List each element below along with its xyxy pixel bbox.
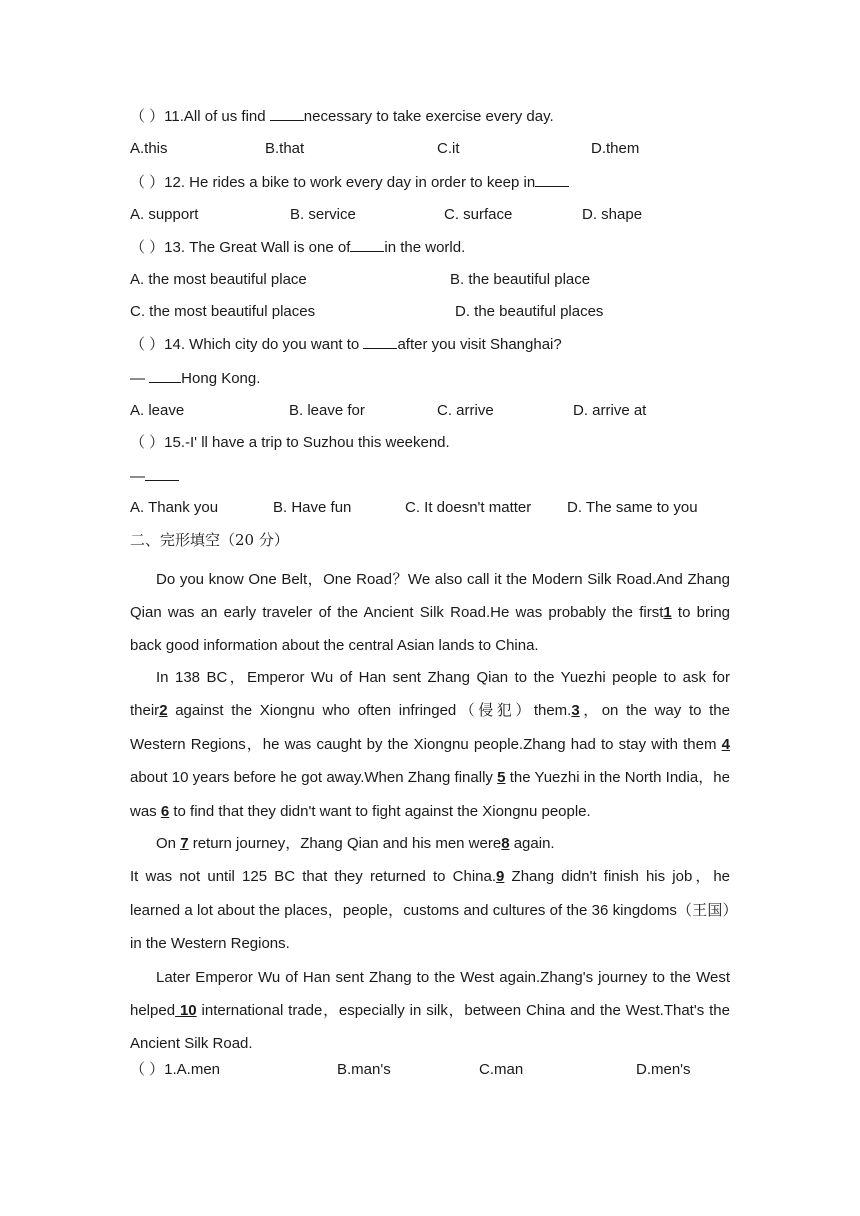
paragraph-text: international trade，especially in silk，between China and the West.That's the Ancient Silk Road. — [130, 1002, 730, 1052]
cloze-paragraph-1 — [130, 563, 730, 662]
question-11-options — [130, 138, 730, 160]
cloze-question-1-stem[interactable]: （ ）1.A.men — [130, 1061, 221, 1078]
option-a[interactable]: A. the most beautiful place — [130, 271, 307, 288]
paragraph-text: It was not until 125 BC that they returned to China. — [130, 868, 497, 885]
question-14-options — [130, 400, 730, 422]
paragraph-text: to find that they didn't want to fight against the Xiongnu people. — [169, 802, 591, 820]
paragraph-text: return journey，Zhang Qian and his men were — [188, 835, 502, 852]
question-13-options-row-2 — [130, 301, 730, 323]
dialogue-dash: — — [130, 468, 145, 485]
option-d[interactable]: D.them — [591, 140, 640, 157]
option-c[interactable]: C. arrive — [437, 402, 494, 419]
option-b[interactable]: B. the beautiful place — [450, 271, 591, 288]
cloze-paragraph-4 — [130, 860, 730, 961]
cloze-blank-8[interactable]: 8 — [501, 835, 510, 852]
cloze-question-1 — [130, 1059, 730, 1081]
option-a[interactable]: A. Thank you — [130, 499, 219, 516]
option-c[interactable]: C.man — [479, 1061, 524, 1078]
question-13-stem-prefix: （ ）13. The Great Wall is one of — [130, 239, 351, 256]
question-14-stem-suffix: after you visit Shanghai? — [397, 336, 562, 353]
question-15 — [130, 432, 730, 454]
option-d[interactable]: D.men's — [636, 1061, 691, 1078]
paragraph-text: In 138 BC，Emperor Wu of Han sent Zhang Qian to the Yuezhi people to ask for their — [130, 669, 730, 720]
answer-blank[interactable] — [145, 465, 179, 481]
question-12-stem-prefix: （ ）12. He rides a bike to work every day in order to keep in — [130, 174, 536, 191]
question-14-stem-prefix: （ ）14. Which city do you want to — [130, 336, 364, 353]
option-d[interactable]: D. the beautiful places — [455, 303, 604, 320]
option-a[interactable]: A. support — [130, 206, 199, 223]
answer-blank[interactable] — [363, 333, 397, 349]
question-12 — [130, 171, 730, 193]
cloze-blank-9[interactable]: 9 — [496, 868, 505, 885]
question-13 — [130, 236, 730, 258]
cloze-blank-2[interactable]: 2 — [159, 702, 168, 720]
cloze-blank-4[interactable]: 4 — [721, 735, 730, 753]
option-d[interactable]: D. The same to you — [567, 499, 698, 516]
option-a[interactable]: A. leave — [130, 402, 185, 419]
question-13-stem-suffix: in the world. — [384, 239, 466, 256]
question-12-options — [130, 204, 730, 226]
cloze-blank-7[interactable]: 7 — [180, 835, 189, 852]
option-b[interactable]: B.man's — [337, 1061, 391, 1078]
question-15-answer-line — [130, 465, 730, 487]
paragraph-text: Zhang didn't finish his job，he learned a lot about the places，people，customs and cultures of the 36 kingdoms（王国）in the Western Regions. — [130, 868, 731, 953]
paragraph-text: the Yuezhi in the North India，he was — [130, 769, 730, 820]
cloze-blank-3[interactable]: 3 — [571, 702, 580, 720]
paragraph-text: Later Emperor Wu of Han sent Zhang to the West again.Zhang's journey to the West helped — [130, 969, 730, 1019]
option-a[interactable]: A.this — [130, 140, 168, 157]
option-b[interactable]: B.that — [265, 140, 305, 157]
question-15-stem-prefix: （ ）15.-I' ll have a trip to Suzhou this weekend. — [130, 434, 450, 451]
option-b[interactable]: B. leave for — [289, 402, 365, 419]
question-11 — [130, 105, 730, 127]
option-b[interactable]: B. service — [290, 206, 356, 223]
section-title: 二、完形填空（20 分） — [130, 531, 289, 549]
option-c[interactable]: C. It doesn't matter — [405, 499, 532, 516]
question-13-options-row-1 — [130, 269, 730, 291]
paragraph-text: On — [156, 835, 181, 852]
cloze-blank-10[interactable]: 10 — [175, 1002, 197, 1019]
paragraph-text: again. — [509, 835, 555, 852]
cloze-blank-1[interactable]: 1 — [663, 604, 672, 621]
option-c[interactable]: C.it — [437, 140, 460, 157]
question-11-stem-prefix: （ ）11.All of us find — [130, 108, 270, 125]
paragraph-text: to bring back good information about the central Asian lands to China. — [130, 604, 731, 654]
cloze-blank-5[interactable]: 5 — [497, 769, 506, 787]
answer-blank[interactable] — [270, 105, 304, 121]
cloze-blank-6[interactable]: 6 — [160, 802, 170, 820]
paragraph-text: ，on the way to the Western Regions，he was caught by the Xiongnu people.Zhang had to stay with them — [130, 702, 730, 753]
dialogue-dash: — — [130, 370, 150, 387]
question-14-answer-line — [130, 367, 730, 389]
cloze-paragraph-3 — [130, 827, 730, 860]
answer-blank[interactable] — [535, 171, 569, 187]
option-d[interactable]: D. arrive at — [573, 402, 647, 419]
option-d[interactable]: D. shape — [582, 206, 643, 223]
cloze-paragraph-2 — [130, 661, 730, 828]
option-b[interactable]: B. Have fun — [273, 499, 352, 516]
option-c[interactable]: C. the most beautiful places — [130, 303, 316, 320]
answer-blank[interactable] — [149, 367, 181, 383]
question-14 — [130, 333, 730, 355]
cloze-paragraph-5 — [130, 961, 730, 1060]
question-14-answer-suffix: Hong Kong. — [181, 370, 261, 387]
answer-blank[interactable] — [350, 236, 384, 252]
question-11-stem-suffix: necessary to take exercise every day. — [303, 108, 554, 125]
paragraph-text: about 10 years before he got away.When Zhang finally — [130, 769, 498, 787]
question-15-options — [130, 497, 730, 519]
paragraph-text: Do you know One Belt，One Road？We also call it the Modern Silk Road.And Zhang Qian was an early traveler of the Ancient Silk Road.He was probably the first — [130, 571, 730, 621]
paragraph-text: against the Xiongnu who often infringed（侵犯）them. — [167, 702, 572, 720]
option-c[interactable]: C. surface — [444, 206, 513, 223]
